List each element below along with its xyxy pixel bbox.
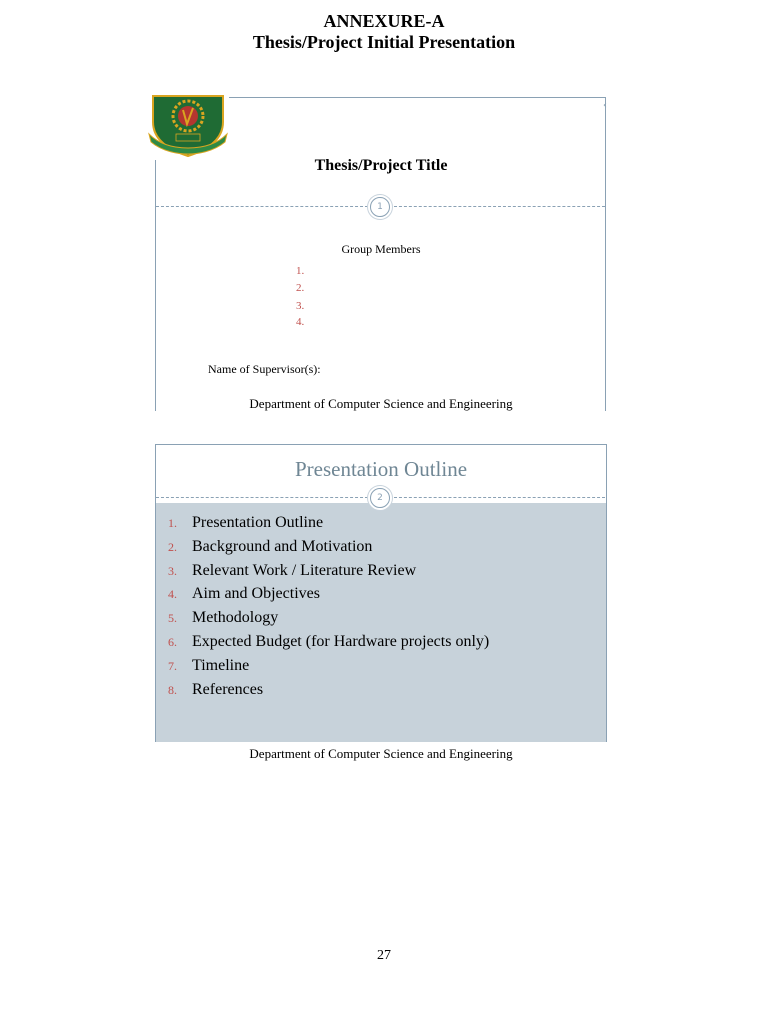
- outline-item: [168, 513, 323, 533]
- outline-number: 2.: [168, 540, 177, 554]
- group-members-label: Group Members: [341, 242, 421, 256]
- slide-1-department: Department of Computer Science and Engineering: [249, 396, 513, 411]
- outline-number: 4.: [168, 587, 177, 601]
- slide-1-left-border: [155, 160, 156, 411]
- annexure-heading: ANNEXURE-A: [323, 11, 445, 31]
- slide-1: [0, 0, 768, 420]
- member-item: 4.: [296, 316, 305, 328]
- outline-item: [168, 561, 416, 581]
- slide-1-number-badge: 1: [370, 197, 390, 217]
- university-logo-icon: [147, 88, 229, 158]
- outline-text: Expected Budget (for Hardware projects only): [192, 633, 490, 650]
- outline-text: References: [192, 681, 264, 698]
- outline-item: [168, 656, 249, 676]
- page-number: 27: [377, 948, 391, 963]
- outline-text: Aim and Objectives: [192, 585, 320, 602]
- slide-1-title: Thesis/Project Title: [314, 157, 448, 174]
- slide-1-divider-left: [156, 206, 368, 207]
- outline-text: Presentation Outline: [192, 514, 324, 531]
- slide-2-divider-left: [156, 497, 368, 498]
- outline-number: 6.: [168, 635, 177, 649]
- outline-item: [168, 632, 489, 652]
- outline-number: 8.: [168, 683, 177, 697]
- outline-text: Methodology: [192, 609, 279, 626]
- member-item: 1.: [296, 265, 305, 277]
- member-item: 2.: [296, 282, 305, 294]
- document-subtitle: Thesis/Project Initial Presentation: [252, 32, 516, 52]
- outline-item: [168, 584, 320, 604]
- member-item: 3.: [296, 300, 305, 312]
- slide-1-divider-right: [394, 206, 605, 207]
- outline-number: 7.: [168, 659, 177, 673]
- outline-number: 3.: [168, 564, 177, 578]
- slide-2-department: Department of Computer Science and Engineering: [249, 746, 513, 761]
- outline-text: Background and Motivation: [192, 538, 373, 555]
- slide-2-divider-right: [394, 497, 605, 498]
- corner-mark-icon: ‹: [603, 100, 607, 111]
- outline-text: Relevant Work / Literature Review: [192, 562, 417, 579]
- outline-text: Timeline: [192, 657, 250, 674]
- slide-2-number-badge: 2: [370, 488, 390, 508]
- slide-1-top-border: [229, 97, 606, 98]
- slide-2-title: Presentation Outline: [294, 457, 468, 481]
- outline-number: 5.: [168, 611, 177, 625]
- outline-item: [168, 537, 372, 557]
- outline-number: 1.: [168, 516, 177, 530]
- outline-item: [168, 680, 263, 700]
- outline-item: [168, 608, 278, 628]
- supervisor-label: Name of Supervisor(s):: [208, 362, 321, 376]
